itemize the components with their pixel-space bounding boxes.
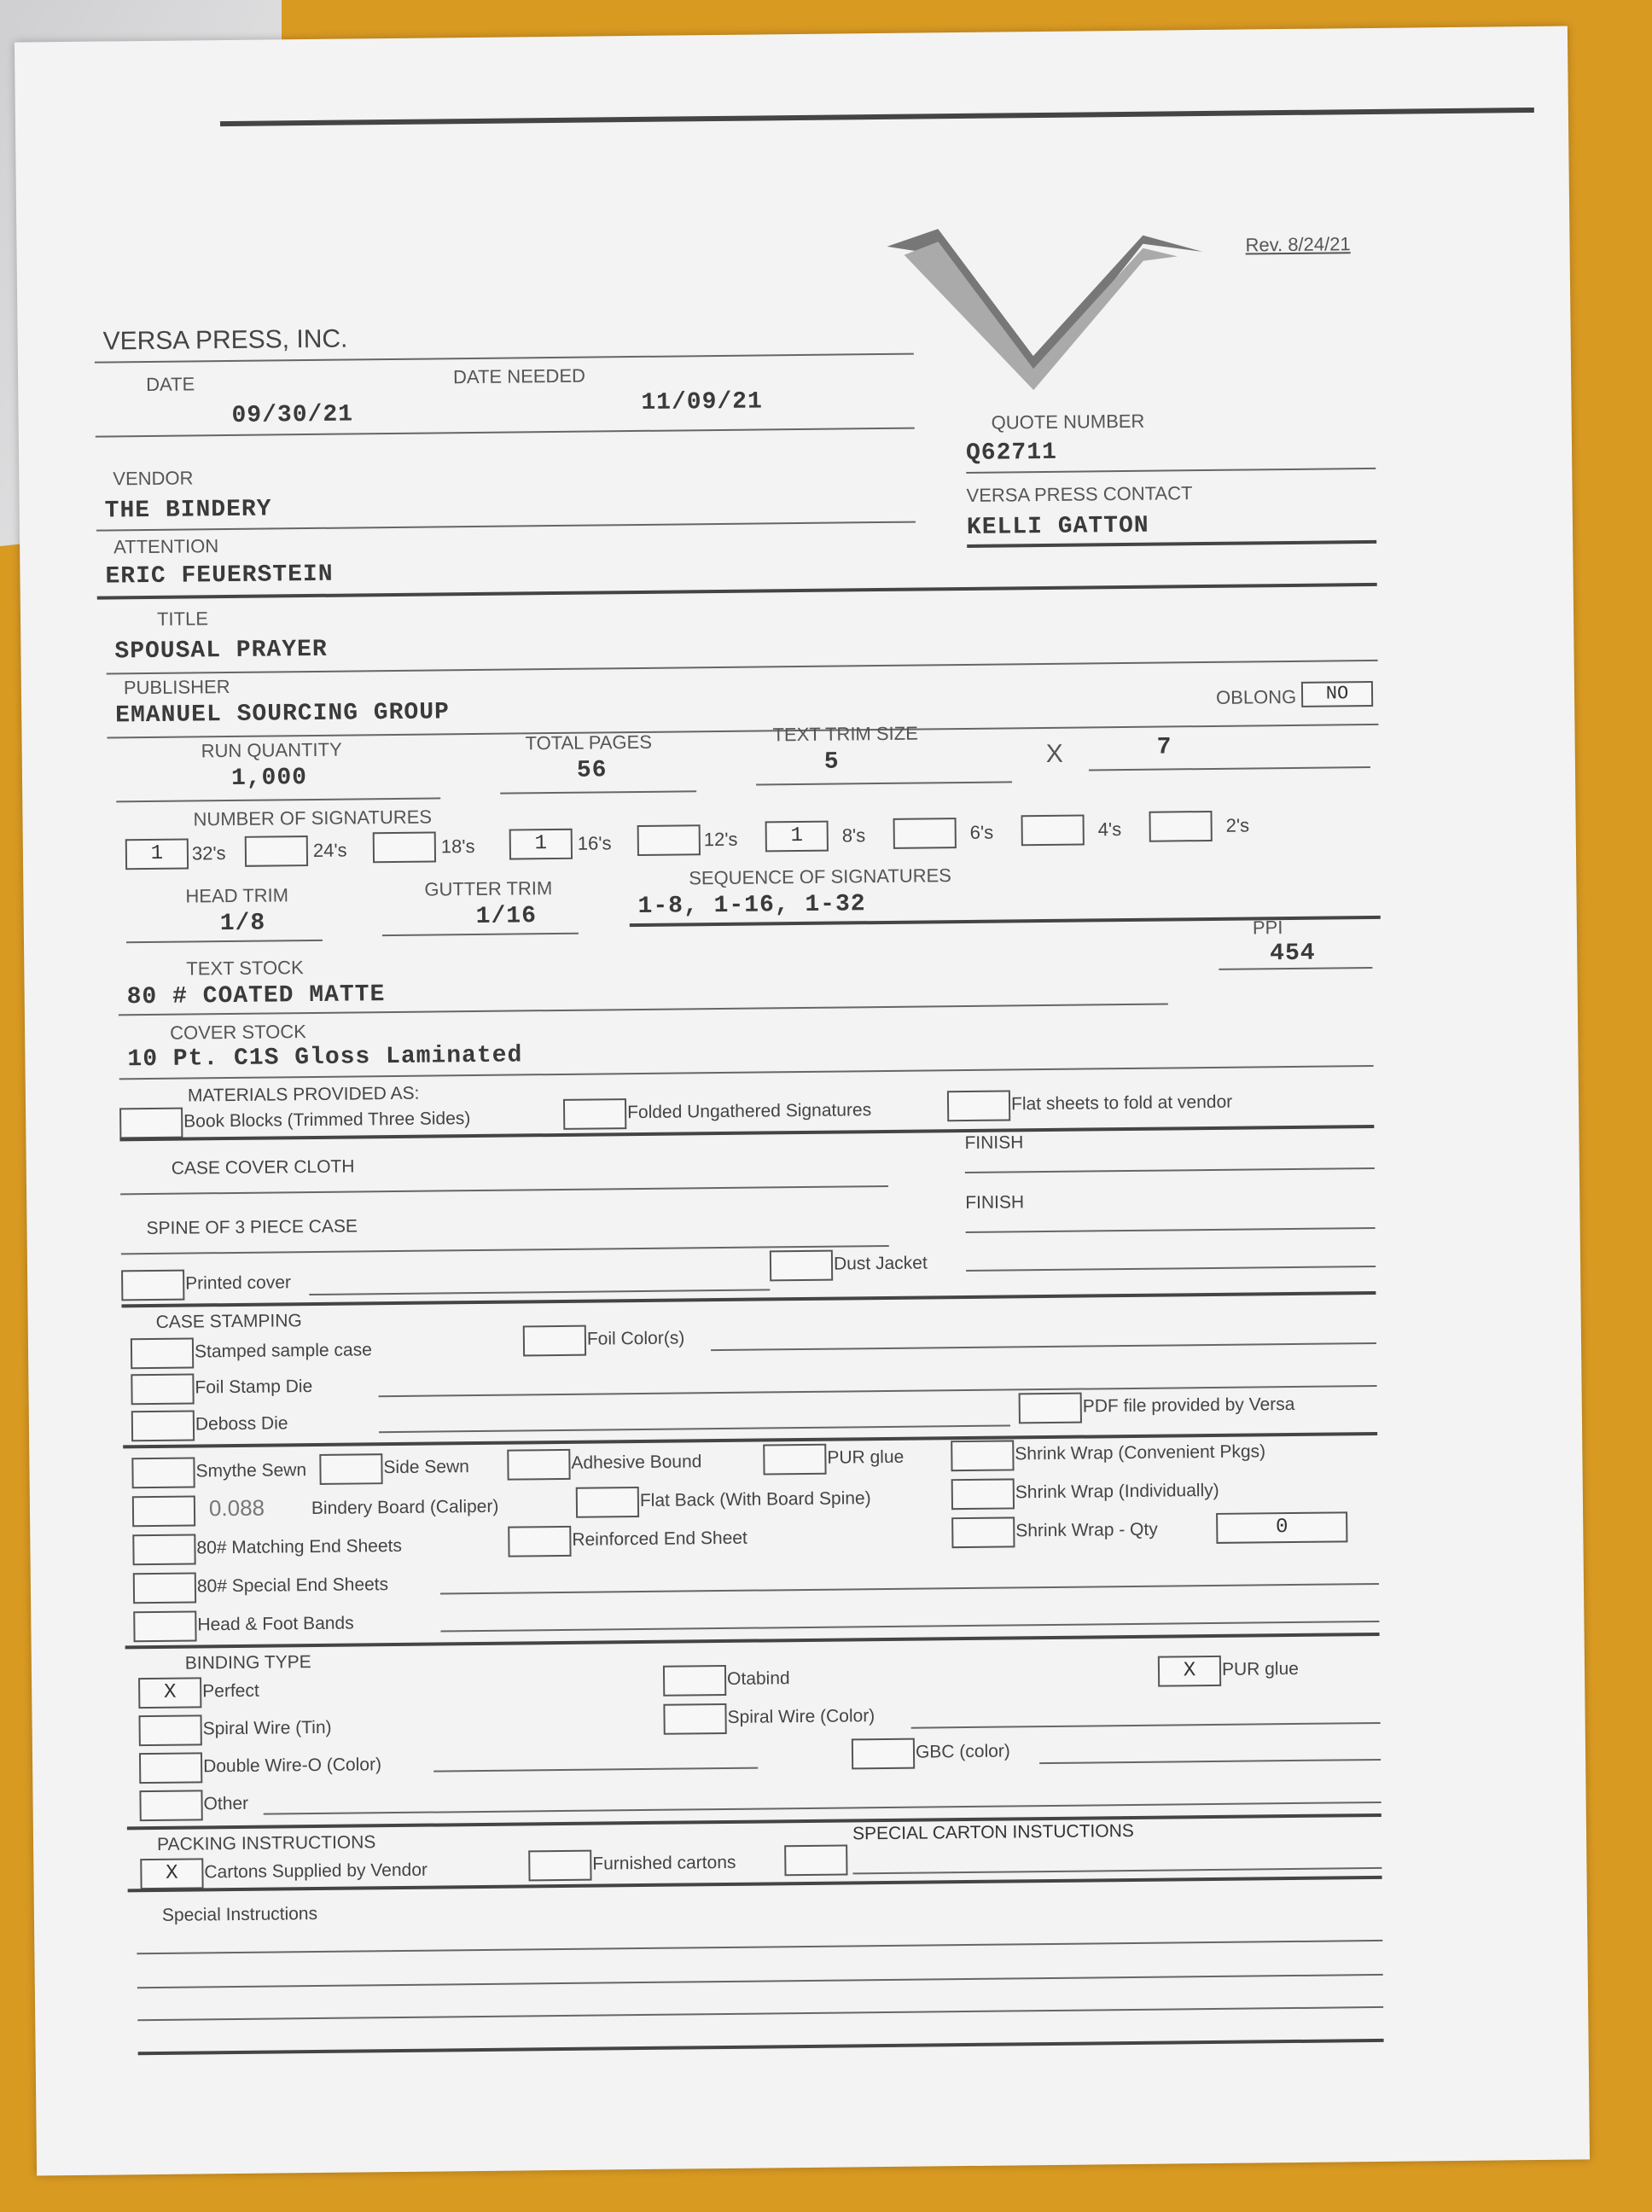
- signatures-label: NUMBER OF SIGNATURES: [193, 806, 433, 830]
- foil-colors-checkbox[interactable]: [523, 1325, 586, 1357]
- adhesive-bound-checkbox[interactable]: [507, 1449, 570, 1481]
- date-needed-label: DATE NEEDED: [452, 364, 586, 388]
- shrink-convenient-label: Shrink Wrap (Convenient Pkgs): [1015, 1441, 1266, 1464]
- finish-label-1: FINISH: [964, 1132, 1024, 1154]
- pur-glue-label-2: PUR glue: [1221, 1658, 1300, 1679]
- gbc-checkbox[interactable]: [852, 1738, 915, 1770]
- sig-18-label: 18's: [440, 835, 475, 858]
- trim-height-value: 7: [1156, 734, 1172, 761]
- matching-end-sheets-checkbox[interactable]: [132, 1534, 195, 1565]
- sig-32-box[interactable]: 1: [125, 839, 189, 870]
- quote-number-label: QUOTE NUMBER: [991, 410, 1145, 434]
- special-end-sheets-label: 80# Special End Sheets: [196, 1575, 389, 1597]
- side-sewn-checkbox[interactable]: [319, 1453, 382, 1485]
- printed-cover-label: Printed cover: [185, 1272, 292, 1294]
- shrink-qty-checkbox[interactable]: [951, 1516, 1015, 1548]
- sig-2-box[interactable]: [1149, 811, 1212, 842]
- contact-value: KELLI GATTON: [966, 512, 1149, 541]
- title-label: TITLE: [156, 608, 209, 630]
- contact-label: VERSA PRESS CONTACT: [966, 482, 1193, 506]
- other-label: Other: [203, 1793, 249, 1814]
- spiral-tin-checkbox[interactable]: [138, 1714, 201, 1746]
- folded-signatures-checkbox[interactable]: [563, 1098, 626, 1130]
- pur-glue-checkbox-2[interactable]: X: [1158, 1656, 1221, 1687]
- packing-label: PACKING INSTRUCTIONS: [156, 1832, 376, 1854]
- other-checkbox[interactable]: [139, 1790, 202, 1821]
- matching-end-sheets-label: 80# Matching End Sheets: [196, 1535, 403, 1558]
- cover-stock-label: COVER STOCK: [169, 1021, 306, 1044]
- gutter-trim-label: GUTTER TRIM: [424, 877, 553, 900]
- head-foot-bands-label: Head & Foot Bands: [197, 1613, 354, 1635]
- oblong-label: OBLONG: [1215, 685, 1297, 708]
- attention-label: ATTENTION: [113, 535, 219, 558]
- trim-x: X: [1045, 739, 1063, 768]
- special-instructions-label: Special Instructions: [161, 1904, 318, 1925]
- double-wire-checkbox[interactable]: [139, 1752, 202, 1784]
- run-quantity-label: RUN QUANTITY: [201, 738, 342, 762]
- pur-glue-checkbox-1[interactable]: [763, 1444, 826, 1476]
- furnished-cartons-checkbox[interactable]: [528, 1850, 591, 1882]
- trim-width-value: 5: [823, 748, 840, 776]
- sig-2-label: 2's: [1225, 814, 1250, 836]
- bindery-board-caliper: 0.088: [208, 1494, 265, 1522]
- case-stamping-label: CASE STAMPING: [155, 1311, 302, 1332]
- stamped-sample-label: Stamped sample case: [194, 1340, 372, 1362]
- sequence-value: 1-8, 1-16, 1-32: [637, 891, 866, 921]
- folded-signatures-label: Folded Ungathered Signatures: [627, 1100, 872, 1123]
- cartons-vendor-checkbox[interactable]: X: [140, 1858, 203, 1889]
- pur-glue-label-1: PUR glue: [827, 1447, 905, 1468]
- flat-back-checkbox[interactable]: [576, 1487, 639, 1518]
- attention-value: ERIC FEUERSTEIN: [105, 561, 334, 591]
- special-carton-checkbox[interactable]: [784, 1844, 847, 1876]
- dust-jacket-checkbox[interactable]: [770, 1250, 833, 1282]
- book-blocks-checkbox[interactable]: [119, 1108, 183, 1139]
- sig-16-label: 16's: [577, 832, 612, 854]
- finish-label-2: FINISH: [965, 1192, 1025, 1214]
- sig-18-box[interactable]: [373, 831, 436, 863]
- sig-4-box[interactable]: [1021, 815, 1085, 847]
- printed-cover-checkbox[interactable]: [121, 1270, 184, 1301]
- cartons-vendor-label: Cartons Supplied by Vendor: [204, 1860, 428, 1883]
- bindery-order-form: [15, 26, 1590, 2176]
- reinforced-end-sheet-checkbox[interactable]: [508, 1526, 571, 1557]
- materials-label: MATERIALS PROVIDED AS:: [187, 1083, 420, 1106]
- quote-number-value: Q62711: [965, 439, 1058, 467]
- spiral-color-label: Spiral Wire (Color): [727, 1706, 875, 1727]
- flat-sheets-label: Flat sheets to fold at vendor: [1010, 1091, 1233, 1115]
- pdf-provided-label: PDF file provided by Versa: [1082, 1394, 1295, 1417]
- special-end-sheets-checkbox[interactable]: [133, 1572, 196, 1604]
- sequence-label: SEQUENCE OF SIGNATURES: [689, 864, 952, 889]
- publisher-value: EMANUEL SOURCING GROUP: [115, 699, 451, 730]
- flat-sheets-checkbox[interactable]: [947, 1090, 1010, 1121]
- dust-jacket-label: Dust Jacket: [833, 1253, 928, 1274]
- spiral-color-checkbox[interactable]: [663, 1703, 726, 1735]
- shrink-convenient-checkbox[interactable]: [951, 1440, 1014, 1471]
- book-blocks-label: Book Blocks (Trimmed Three Sides): [183, 1109, 471, 1132]
- flat-back-label: Flat Back (With Board Spine): [639, 1488, 871, 1511]
- smythe-sewn-checkbox[interactable]: [131, 1457, 195, 1488]
- sig-6-box[interactable]: [893, 818, 957, 849]
- head-trim-value: 1/8: [219, 910, 266, 938]
- spine-label: SPINE OF 3 PIECE CASE: [146, 1216, 358, 1239]
- ppi-label: PPI: [1252, 917, 1283, 939]
- pdf-provided-checkbox[interactable]: [1019, 1393, 1082, 1424]
- smythe-sewn-label: Smythe Sewn: [195, 1460, 307, 1481]
- foil-die-label: Foil Stamp Die: [195, 1377, 313, 1398]
- sig-32-label: 32's: [191, 842, 226, 864]
- revision-label: Rev. 8/24/21: [1245, 233, 1351, 256]
- sig-8-label: 8's: [841, 824, 866, 847]
- stamped-sample-checkbox[interactable]: [131, 1337, 194, 1369]
- gutter-trim-value: 1/16: [475, 903, 538, 930]
- cover-stock-value: 10 Pt. C1S Gloss Laminated: [127, 1042, 523, 1074]
- shrink-qty-label: Shrink Wrap - Qty: [1015, 1519, 1158, 1541]
- spiral-tin-label: Spiral Wire (Tin): [202, 1717, 332, 1739]
- sig-12-label: 12's: [703, 828, 738, 851]
- run-quantity-value: 1,000: [230, 765, 308, 792]
- gbc-label: GBC (color): [915, 1741, 1010, 1762]
- sig-24-box[interactable]: [245, 835, 308, 867]
- total-pages-label: TOTAL PAGES: [525, 731, 653, 754]
- head-trim-label: HEAD TRIM: [185, 884, 289, 907]
- sig-24-label: 24's: [312, 839, 347, 861]
- sig-6-label: 6's: [969, 821, 994, 843]
- sig-12-box[interactable]: [637, 824, 701, 856]
- sig-16-box[interactable]: 1: [509, 829, 573, 860]
- double-wire-label: Double Wire-O (Color): [203, 1755, 382, 1777]
- binding-type-label: BINDING TYPE: [184, 1652, 311, 1674]
- vendor-value: THE BINDERY: [104, 496, 272, 525]
- versa-logo: [887, 226, 1213, 392]
- text-stock-value: 80 # COATED MATTE: [126, 981, 386, 1011]
- special-carton-label: SPECIAL CARTON INSTUCTIONS: [852, 1820, 1134, 1844]
- deboss-die-label: Deboss Die: [195, 1413, 288, 1435]
- case-cover-cloth-label: CASE COVER CLOTH: [171, 1156, 355, 1179]
- adhesive-bound-label: Adhesive Bound: [571, 1452, 702, 1473]
- vendor-label: VENDOR: [113, 467, 194, 490]
- head-foot-bands-checkbox[interactable]: [133, 1610, 196, 1642]
- side-sewn-label: Side Sewn: [383, 1457, 469, 1478]
- foil-colors-label: Foil Color(s): [586, 1328, 685, 1349]
- shrink-individual-label: Shrink Wrap (Individually): [1015, 1480, 1219, 1503]
- otabind-checkbox[interactable]: [663, 1665, 726, 1697]
- date-needed-value: 11/09/21: [641, 388, 764, 416]
- furnished-cartons-label: Furnished cartons: [592, 1852, 736, 1874]
- foil-die-checkbox[interactable]: [131, 1373, 194, 1405]
- bindery-board-checkbox[interactable]: [132, 1495, 195, 1527]
- otabind-label: Otabind: [726, 1668, 790, 1689]
- company-name: VERSA PRESS, INC.: [102, 324, 348, 356]
- total-pages-value: 56: [576, 757, 608, 784]
- deboss-die-checkbox[interactable]: [131, 1410, 195, 1441]
- trim-size-label: TEXT TRIM SIZE: [772, 722, 918, 746]
- date-label: DATE: [146, 373, 195, 396]
- date-value: 09/30/21: [231, 401, 354, 429]
- reinforced-end-sheet-label: Reinforced End Sheet: [572, 1528, 747, 1550]
- shrink-individual-checkbox[interactable]: [951, 1478, 1015, 1510]
- oblong-value[interactable]: NO: [1301, 681, 1373, 707]
- title-value: SPOUSAL PRAYER: [114, 636, 328, 666]
- text-stock-label: TEXT STOCK: [186, 957, 304, 980]
- perfect-label: Perfect: [202, 1680, 259, 1702]
- publisher-label: PUBLISHER: [123, 675, 230, 699]
- sig-4-label: 4's: [1097, 818, 1122, 841]
- bindery-board-label: Bindery Board (Caliper): [311, 1496, 499, 1519]
- shrink-qty-value[interactable]: 0: [1216, 1511, 1347, 1544]
- top-rule: [220, 108, 1534, 126]
- perfect-checkbox[interactable]: X: [138, 1677, 201, 1708]
- ppi-value: 454: [1270, 940, 1316, 968]
- sig-8-box[interactable]: 1: [765, 821, 829, 853]
